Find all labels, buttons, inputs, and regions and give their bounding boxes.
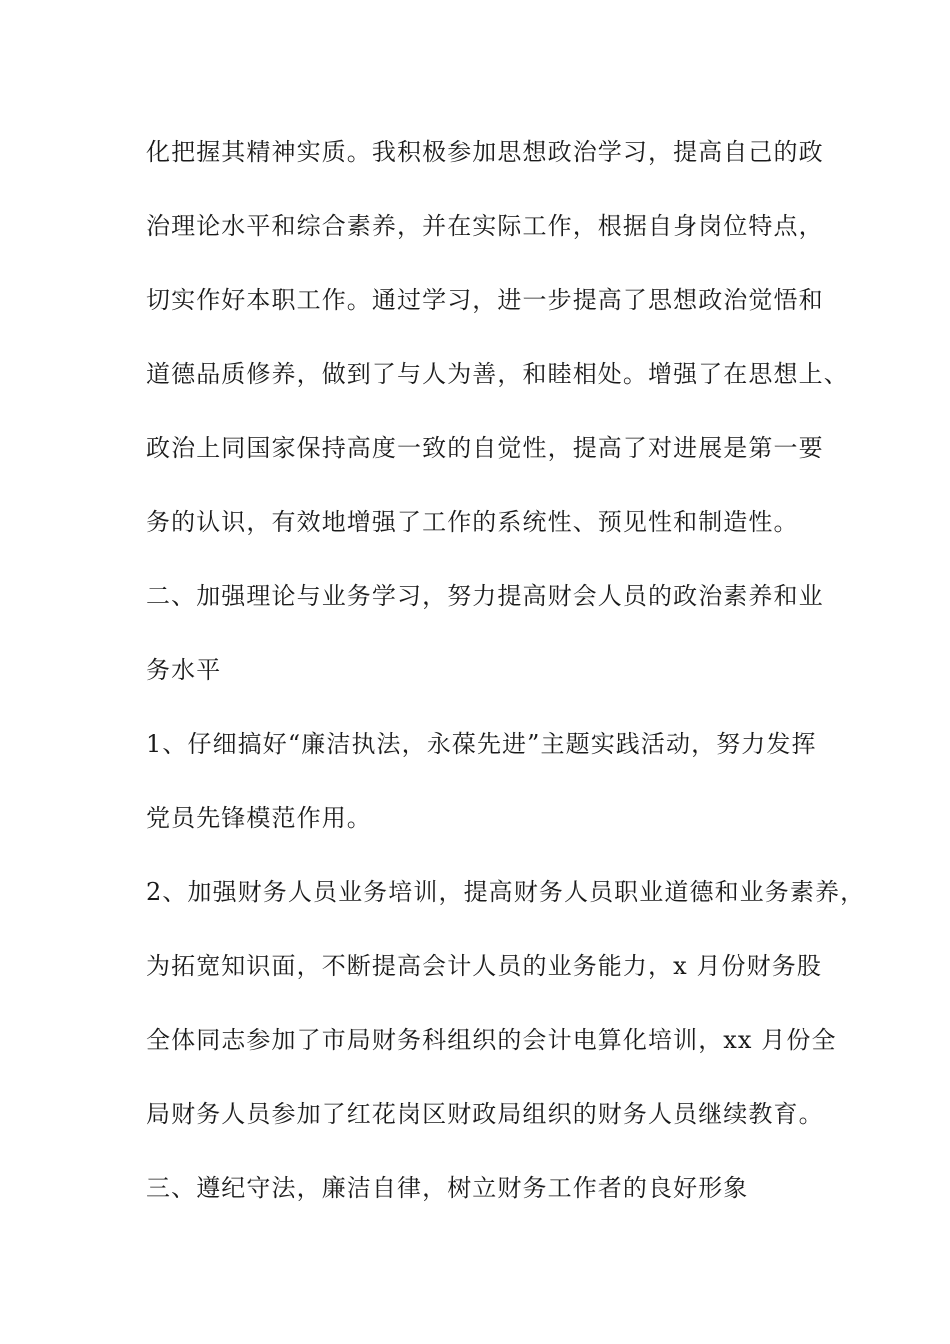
list-item-text: 2、加强财务人员业务培训，提高财务人员职业道德和业务素养，	[146, 878, 866, 906]
body-text-line: 务的认识，有效地增强了工作的系统性、预见性和制造性。	[146, 508, 799, 536]
list-item-text: 1、仔细搞好“廉洁执法，永葆先进”主题实践活动，努力发挥	[146, 730, 817, 758]
section-heading: 三、遵纪守法，廉洁自律，树立财务工作者的良好形象	[146, 1174, 749, 1202]
list-item-text: 局财务人员参加了红花岗区财政局组织的财务人员继续教育。	[146, 1100, 824, 1128]
list-item-text: 党员先锋模范作用。	[146, 804, 372, 832]
body-text-line: 化把握其精神实质。我积极参加思想政治学习，提高自己的政	[146, 138, 824, 166]
list-item-text: 为拓宽知识面，不断提高会计人员的业务能力，x 月份财务股	[146, 952, 822, 980]
section-heading: 务水平	[146, 656, 222, 684]
section-heading: 二、加强理论与业务学习，努力提高财会人员的政治素养和业	[146, 582, 824, 610]
list-item-text: 全体同志参加了市局财务科组织的会计电算化培训，xx 月份全	[146, 1026, 837, 1054]
body-text-line: 政治上同国家保持高度一致的自觉性，提高了对进展是第一要	[146, 434, 824, 462]
body-text-line: 道德品质修养，做到了与人为善，和睦相处。增强了在思想上、	[146, 360, 849, 388]
body-text-line: 切实作好本职工作。通过学习，进一步提高了思想政治觉悟和	[146, 286, 824, 314]
body-text-line: 治理论水平和综合素养，并在实际工作，根据自身岗位特点，	[146, 212, 824, 240]
